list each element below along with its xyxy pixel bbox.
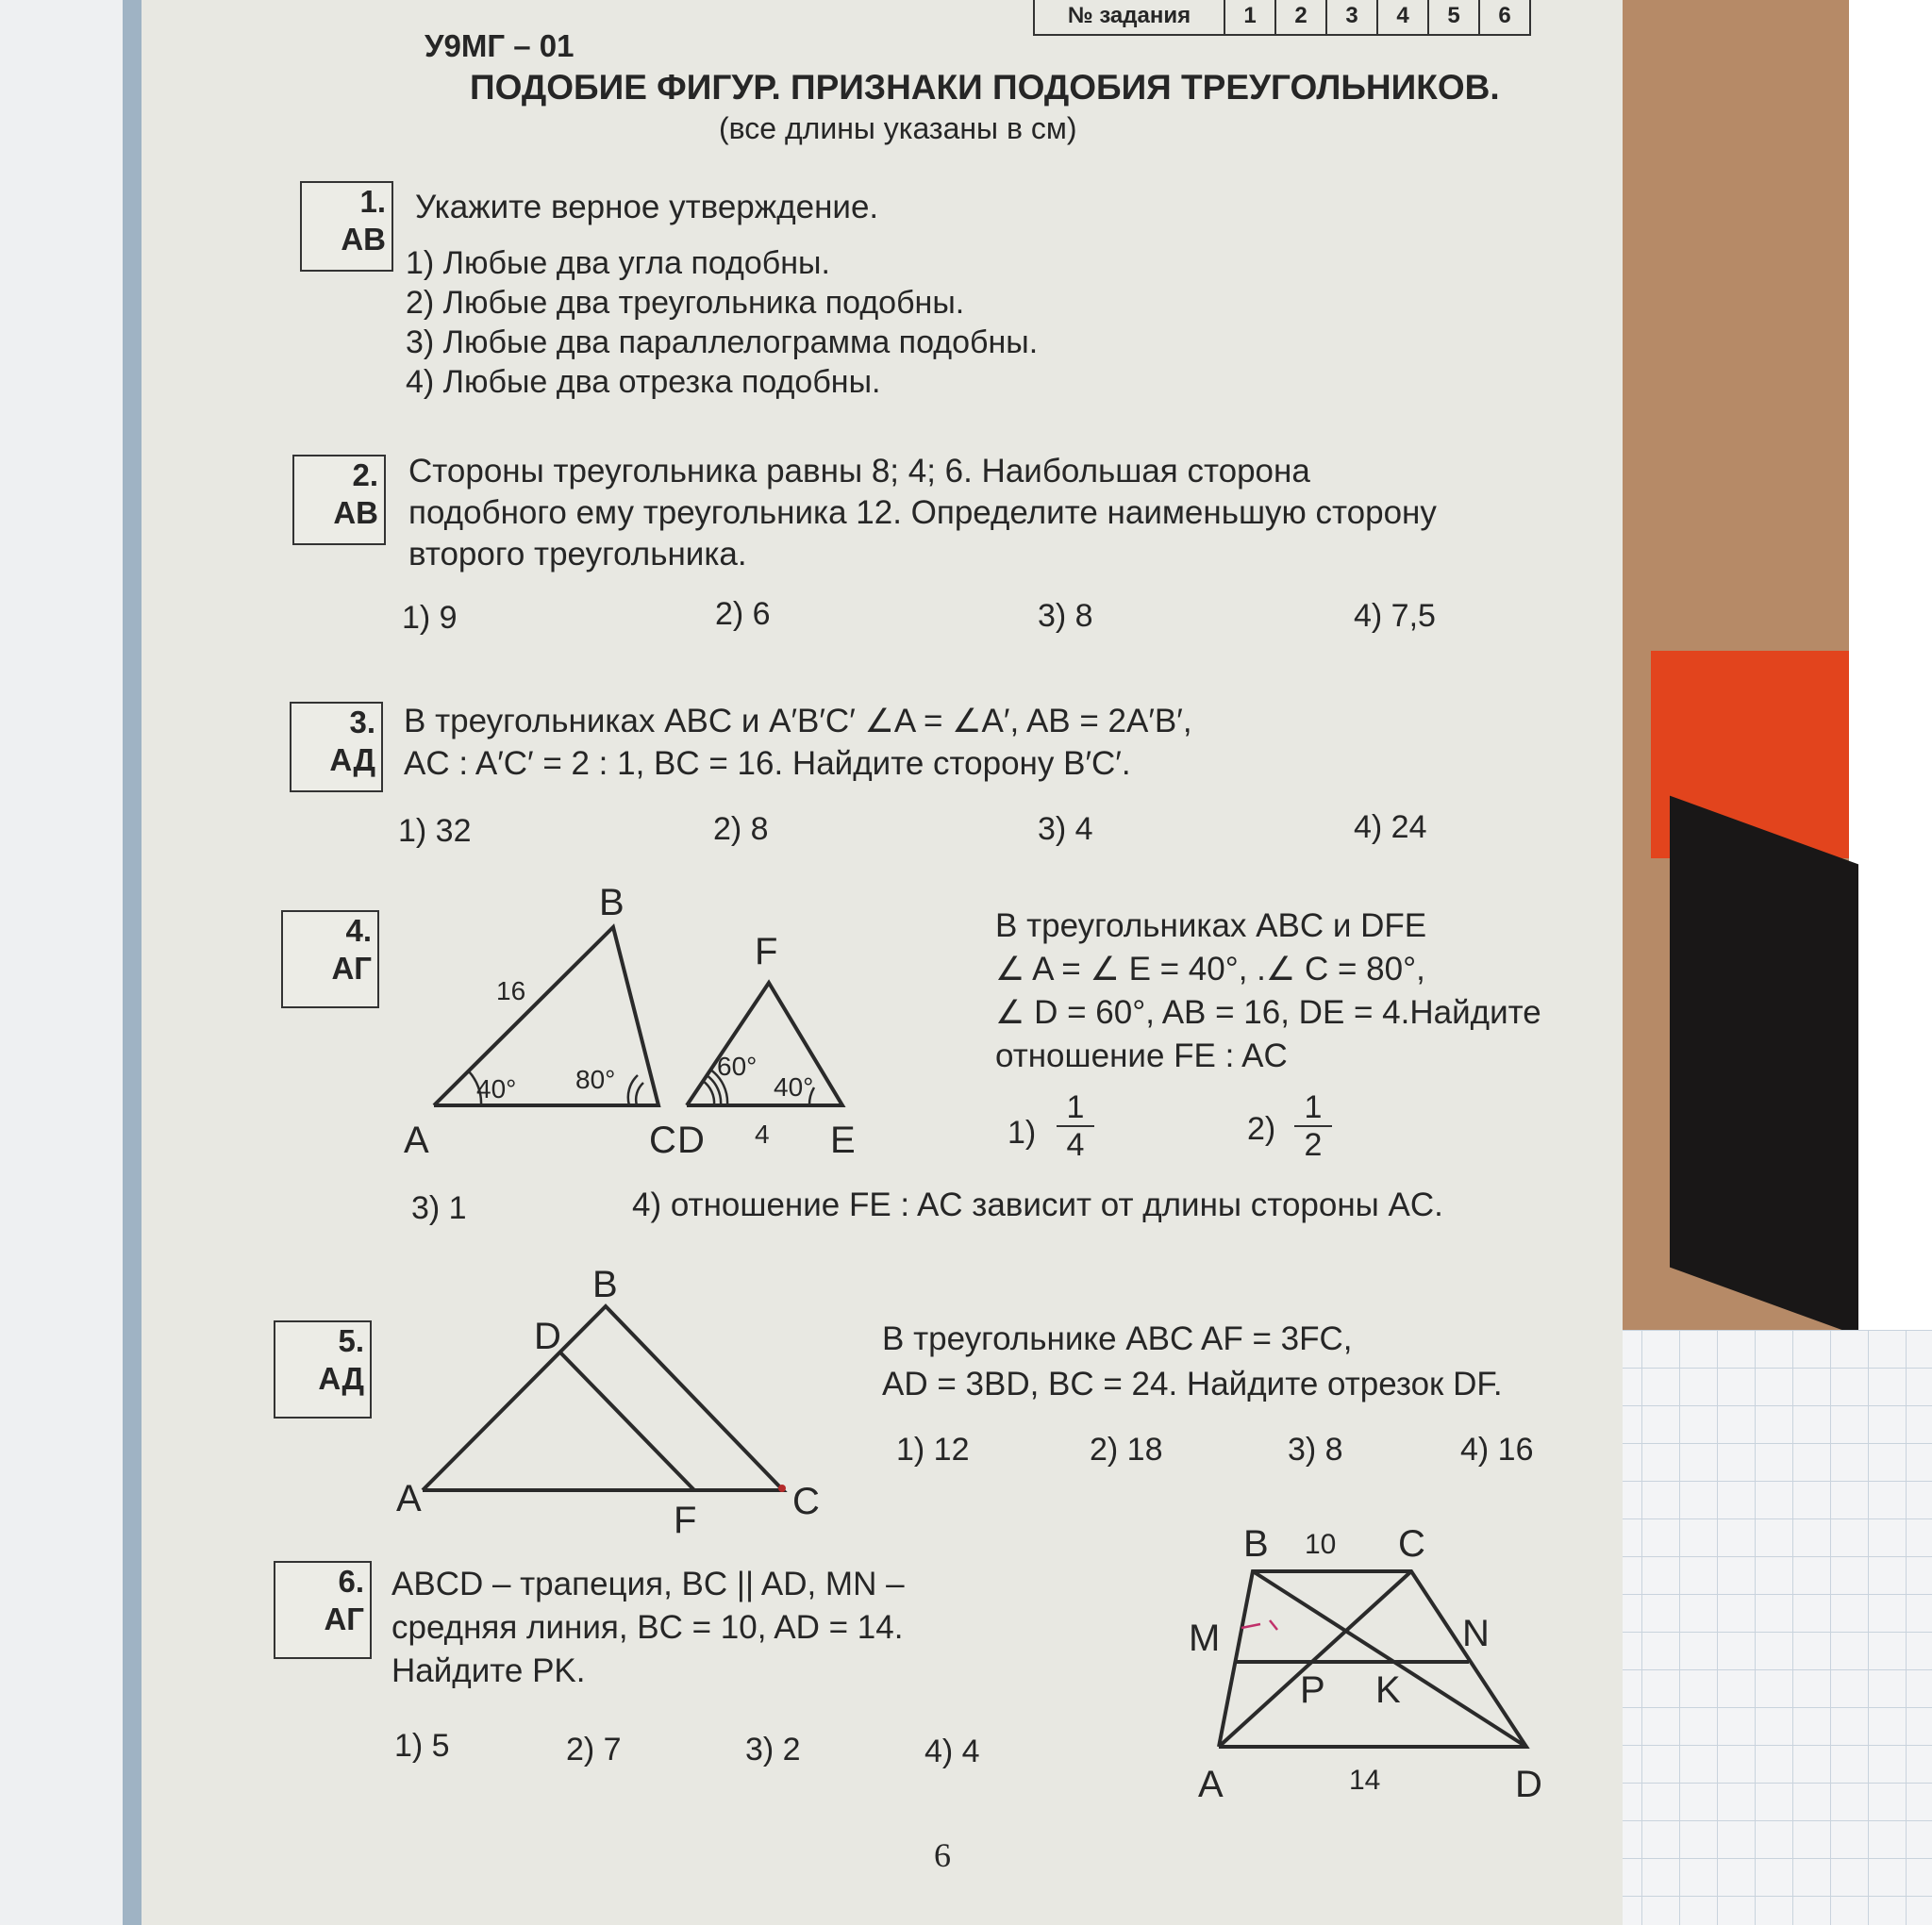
answer-cell-number: 1 <box>1224 0 1274 34</box>
task-6-option: 2) 7 <box>566 1732 622 1767</box>
task-4-question-line: ∠ D = 60°, AB = 16, DE = 4.Найдите <box>995 994 1541 1031</box>
fraction-numerator: 1 <box>1066 1089 1085 1125</box>
task-1-option: 2) Любые два треугольника подобны. <box>406 285 965 321</box>
worksheet-code: У9МГ – 01 <box>425 28 575 63</box>
task-1-question: Укажите верное утверждение. <box>415 189 879 225</box>
task-3-option: 3) 4 <box>1038 811 1093 847</box>
page-subtitle: (все длины указаны в см) <box>719 111 1077 145</box>
task-2-option: 1) 9 <box>402 600 458 636</box>
task-5-question-line: AD = 3BD, BC = 24. Найдите отрезок DF. <box>882 1366 1503 1402</box>
task-3-question-line: AC : A′C′ = 2 : 1, BC = 16. Найдите сторону B′C′. <box>404 745 1131 782</box>
point-c-mark <box>778 1485 786 1492</box>
task-2-option: 2) 6 <box>715 596 771 632</box>
triangle-abc <box>434 927 658 1105</box>
task-2-question-line: подобного ему треугольника 12. Определите наименьшую сторону <box>408 494 1437 531</box>
angle-label: 40° <box>476 1074 517 1104</box>
task-2-question-line: второго треугольника. <box>408 536 747 573</box>
task-1-option: 3) Любые два параллелограмма подобны. <box>406 324 1039 360</box>
fraction-denominator: 2 <box>1294 1125 1332 1163</box>
task-2-option: 3) 8 <box>1038 598 1093 634</box>
desk-left <box>0 0 142 1925</box>
task-code: АВ <box>333 495 378 530</box>
grid-paper <box>1604 1330 1932 1925</box>
vertex-label: D <box>534 1316 561 1357</box>
task-5-figure <box>396 1264 830 1547</box>
vertex-label: D <box>677 1120 705 1161</box>
task-6-question-line: Найдите PK. <box>391 1652 586 1689</box>
vertex-label: K <box>1375 1669 1401 1711</box>
fraction-one-half <box>1294 1089 1332 1163</box>
task-3-question-line: В треугольниках ABC и A′B′C′ ∠A = ∠A′, AB = 2A′B′, <box>404 703 1192 739</box>
task-code: АД <box>318 1361 364 1396</box>
vertex-label: C <box>1398 1523 1425 1565</box>
angle-label: 80° <box>575 1065 616 1094</box>
task-4-option: 3) 1 <box>411 1190 467 1226</box>
task-2-question-line: Стороны треугольника равны 8; 4; 6. Наибольшая сторона <box>408 453 1310 490</box>
task-3-option: 4) 24 <box>1354 809 1427 845</box>
task-2-option: 4) 7,5 <box>1354 598 1436 634</box>
vertex-label: F <box>674 1500 697 1541</box>
answer-cell-number: 4 <box>1376 0 1427 34</box>
task-6-option: 3) 2 <box>745 1732 801 1767</box>
task-6-question-line: ABCD – трапеция, BC || AD, MN – <box>391 1566 905 1602</box>
vertex-label: E <box>830 1120 856 1161</box>
black-folder <box>1670 796 1858 1336</box>
fraction-numerator: 1 <box>1304 1089 1323 1125</box>
pencil-mark <box>1241 1620 1277 1630</box>
task-code: АД <box>329 742 375 777</box>
vertex-label: N <box>1462 1613 1490 1654</box>
vertex-label: C <box>649 1120 676 1161</box>
trapezoid-abcd <box>1219 1571 1526 1747</box>
task-3-option: 2) 8 <box>713 811 769 847</box>
task-6-tag <box>274 1561 372 1659</box>
task-4-question-line: В треугольниках ABC и DFE <box>995 907 1427 944</box>
vertex-label: A <box>1198 1764 1224 1805</box>
angle-c-arc <box>636 1083 643 1105</box>
task-3-option: 1) 32 <box>398 813 472 849</box>
task-3-tag <box>290 702 383 792</box>
task-number: 1. <box>359 184 386 219</box>
answer-cell-number: 2 <box>1274 0 1325 34</box>
vertex-label: B <box>599 882 625 923</box>
angle-d-arc <box>703 1081 714 1105</box>
task-1-option: 1) Любые два угла подобны. <box>406 245 830 281</box>
task-6-option: 1) 5 <box>394 1728 450 1764</box>
answer-table-label: № задания <box>1067 3 1191 28</box>
task-5-option: 2) 18 <box>1090 1432 1163 1468</box>
task-number: 6. <box>338 1564 364 1599</box>
task-4-option: 2) <box>1247 1111 1276 1147</box>
answer-table <box>1033 0 1531 36</box>
page-number: 6 <box>934 1836 951 1874</box>
task-5-option: 3) 8 <box>1288 1432 1343 1468</box>
task-4-question-line: отношение FE : AC <box>995 1037 1288 1074</box>
segment-df <box>560 1352 694 1490</box>
task-5-option: 4) 16 <box>1460 1432 1534 1468</box>
vertex-label: F <box>755 931 778 972</box>
task-1-option: 4) Любые два отрезка подобны. <box>406 364 881 400</box>
task-5-option: 1) 12 <box>896 1432 970 1468</box>
task-4-question-line: ∠ A = ∠ E = 40°, .∠ C = 80°, <box>995 951 1425 987</box>
task-code: АГ <box>324 1601 364 1636</box>
fraction-one-quarter <box>1057 1089 1094 1163</box>
vertex-label: D <box>1515 1764 1542 1805</box>
task-code: АВ <box>341 222 386 257</box>
side-label: 16 <box>496 976 526 1005</box>
answer-cell-number: 3 <box>1325 0 1376 34</box>
angle-label: 40° <box>774 1072 814 1102</box>
vertex-label: B <box>1243 1523 1269 1565</box>
task-4-figure <box>396 882 856 1170</box>
task-5-question-line: В треугольнике ABC AF = 3FC, <box>882 1320 1353 1357</box>
task-6-option: 4) 4 <box>924 1734 980 1769</box>
task-4-option: 4) отношение FE : AC зависит от длины стороны AC. <box>632 1187 1443 1223</box>
task-4-tag <box>281 910 379 1008</box>
angle-label: 60° <box>717 1052 758 1081</box>
side-label: 4 <box>755 1120 770 1149</box>
task-5-tag <box>274 1320 372 1419</box>
vertex-label: C <box>792 1481 820 1522</box>
vertex-label: B <box>592 1264 618 1305</box>
vertex-label: P <box>1300 1669 1325 1711</box>
vertex-label: A <box>396 1478 422 1519</box>
answer-cell-number: 6 <box>1478 0 1529 34</box>
task-number: 4. <box>345 913 372 948</box>
fraction-denominator: 4 <box>1057 1125 1094 1163</box>
worksheet-page <box>142 0 1623 1925</box>
vertex-label: A <box>404 1120 429 1161</box>
task-4-option: 1) <box>1008 1115 1037 1151</box>
vertex-label: M <box>1189 1618 1221 1659</box>
page-title: ПОДОБИЕ ФИГУР. ПРИЗНАКИ ПОДОБИЯ ТРЕУГОЛЬНИКОВ. <box>470 68 1500 107</box>
task-6-figure <box>1179 1509 1594 1820</box>
answer-cell-number: 5 <box>1427 0 1478 34</box>
task-code: АГ <box>331 951 372 986</box>
task-6-question-line: средняя линия, BC = 10, AD = 14. <box>391 1609 904 1646</box>
task-number: 2. <box>352 457 378 492</box>
task-number: 5. <box>338 1323 364 1358</box>
task-2-tag <box>292 455 386 545</box>
task-number: 3. <box>349 705 375 739</box>
diagonal-bd <box>1253 1571 1526 1747</box>
task-1-tag <box>300 181 393 272</box>
side-label: 10 <box>1305 1529 1337 1560</box>
side-label: 14 <box>1349 1765 1381 1796</box>
